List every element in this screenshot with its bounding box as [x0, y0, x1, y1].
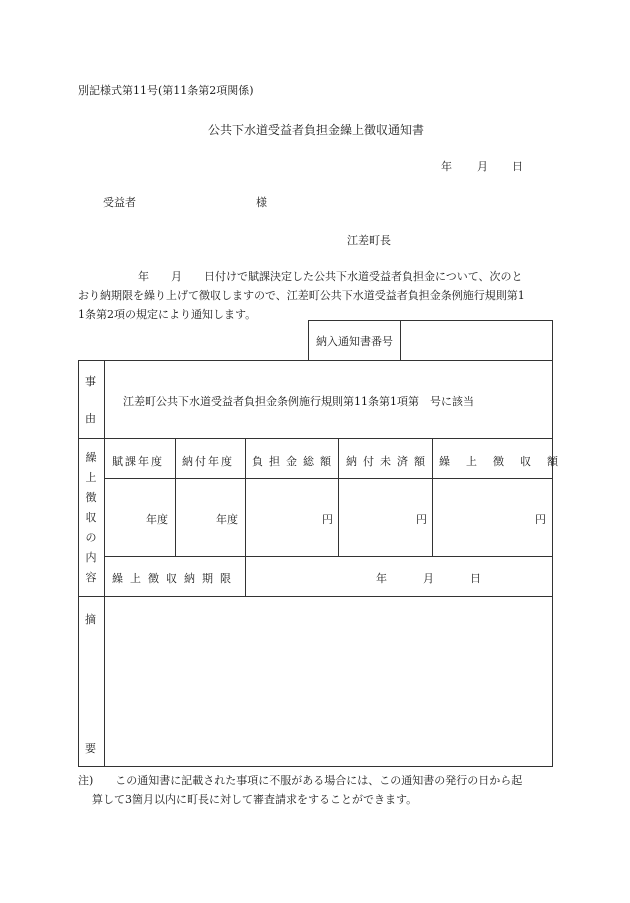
details-label-char: 繰 [85, 451, 97, 464]
deadline-month: 月 [423, 572, 434, 585]
details-label-char: 容 [85, 571, 97, 584]
note-line-2: 算して3箇月以内に町長に対して審査請求をすることができます。 [92, 793, 418, 806]
details-label-char: の [85, 531, 97, 544]
recipient-honorific: 様 [256, 196, 267, 209]
value-assessment-year: 年度 [146, 513, 168, 526]
header-advanced-collection: 繰上徴収額 [439, 455, 574, 468]
value-unpaid-amount: 円 [416, 513, 427, 526]
details-label-char: 内 [85, 551, 97, 564]
reason-label-char-1: 事 [85, 375, 96, 388]
value-total-charge: 円 [322, 513, 333, 526]
notice-number-label: 納入通知書番号 [316, 335, 393, 348]
remarks-label-char-1: 摘 [85, 613, 96, 626]
reason-text: 江差町公共下水道受益者負担金条例施行規則第11条第1項第 号に該当 [123, 395, 474, 408]
note-line-1: 注) この通知書に記載された事項に不服がある場合には、この通知書の発行の日から起 [78, 774, 523, 787]
body-line-3: 1条第2項の規定により通知します。 [78, 308, 257, 321]
deadline-day: 日 [470, 572, 481, 585]
header-payment-year: 納付年度 [182, 455, 234, 468]
reason-label-char-2: 由 [85, 412, 96, 425]
recipient-label: 受益者 [103, 196, 136, 209]
issue-date-month: 月 [477, 160, 488, 173]
issue-date-day: 日 [512, 160, 523, 173]
details-label-char: 上 [85, 471, 97, 484]
details-label-char: 徴 [85, 491, 97, 504]
deadline-year: 年 [376, 572, 387, 585]
body-line-1: 年 月 日付けで賦課決定した公共下水道受益者負担金について、次のと [138, 270, 523, 283]
form-number: 別記様式第11号(第11条第2項関係) [78, 84, 254, 97]
details-label [84, 448, 98, 588]
header-unpaid-amount: 納付未済額 [346, 455, 431, 468]
deadline-label: 繰上徴収納期限 [112, 572, 238, 585]
issuer-name: 江差町長 [347, 234, 391, 247]
document-title: 公共下水道受益者負担金繰上徴収通知書 [208, 123, 425, 137]
details-label-char: 収 [85, 511, 97, 524]
issue-date-year: 年 [441, 160, 452, 173]
body-line-2: おり納期限を繰り上げて徴収しますので、江差町公共下水道受益者負担金条例施行規則第1 [78, 289, 525, 302]
remarks-label-char-2: 要 [85, 742, 96, 755]
header-assessment-year: 賦課年度 [112, 455, 164, 468]
value-payment-year: 年度 [216, 513, 238, 526]
value-advanced-collection: 円 [535, 513, 546, 526]
header-total-charge: 負担金総額 [252, 455, 337, 468]
